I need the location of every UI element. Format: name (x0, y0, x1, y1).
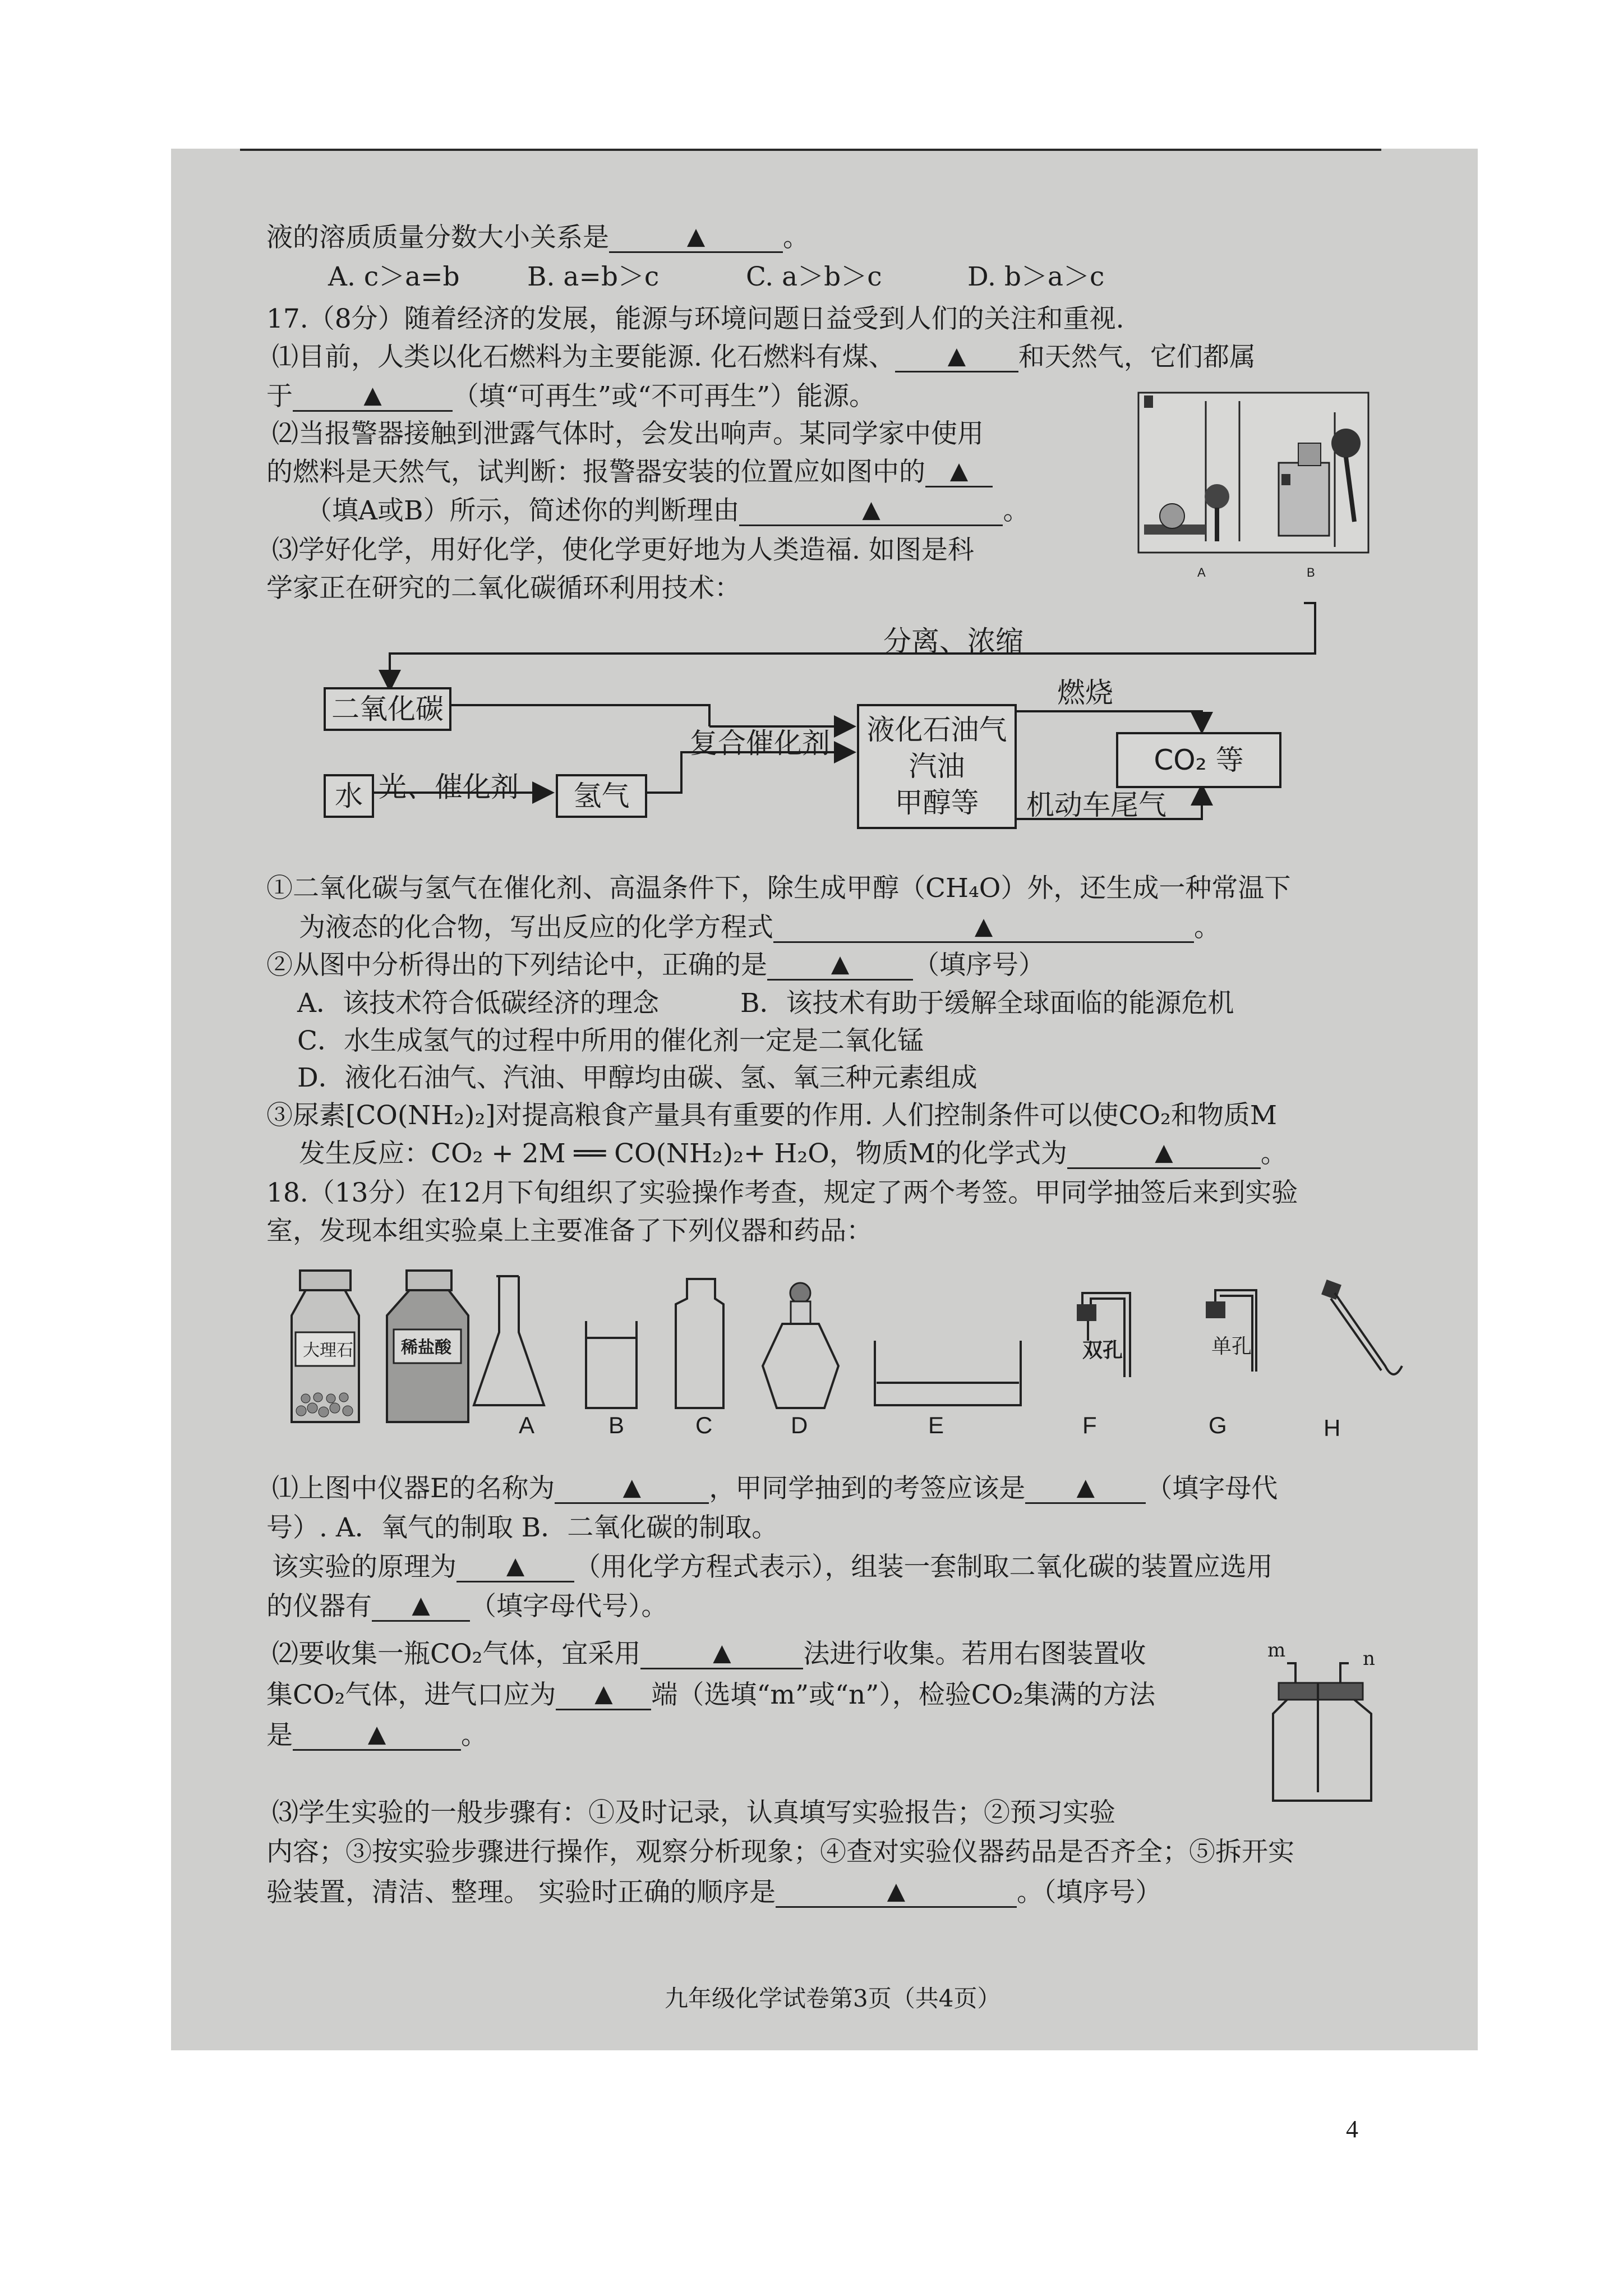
q18-blank-3[interactable] (457, 1554, 574, 1582)
box-co2: 二氧化碳 (324, 687, 451, 731)
q18-p1-line3 (272, 1554, 1273, 1582)
letter-d: D (791, 1412, 808, 1438)
blank-marker: ▲ (367, 1720, 386, 1747)
q17-s1-line1: ①二氧化碳与氢气在催化剂、高温条件下，除生成甲醇（CH₄O）外，还生成一种常温下 (266, 873, 1291, 904)
blank-marker: ▲ (974, 912, 993, 940)
q16-end: 。 (783, 222, 809, 253)
blank-marker: ▲ (412, 1591, 430, 1618)
stopper-f (1077, 1293, 1130, 1377)
q18-p1g: 的仪器有 (266, 1591, 372, 1622)
letter-h: H (1324, 1415, 1341, 1441)
q18-p2d: 端（选填“m”或“n”），检验CO₂集满的方法 (651, 1680, 1156, 1710)
q17-option-b: B．该技术有助于缓解全球面临的能源危机 (740, 988, 1234, 1019)
blank-marker: ▲ (623, 1473, 641, 1501)
product-gasoline: 汽油 (909, 750, 965, 783)
blank-marker: ▲ (949, 457, 969, 484)
flask-a (474, 1276, 544, 1405)
page-footer: 九年级化学试卷第3页（共4页） (665, 1985, 1001, 2012)
box-co2-etc: CO₂ 等 (1116, 732, 1281, 788)
q17-p2-line1: ⑵当报警器接触到泄露气体时，会发出响声。某同学家中使用 (272, 418, 984, 449)
q18-p3d: 。（填序号） (1016, 1877, 1162, 1908)
alarm-label-b: B (1307, 565, 1315, 579)
q18-p2-line3 (266, 1722, 487, 1751)
q17-s1c: 。 (1194, 912, 1220, 943)
q17-header: 17.（8分）随着经济的发展，能源与环境问题日益受到人们的关注和重视. (266, 303, 1124, 334)
q18-blank-5[interactable] (640, 1641, 803, 1669)
q18-p1-line4 (266, 1593, 668, 1622)
box-hydrogen: 氢气 (556, 774, 647, 818)
q17-s3b: 发生反应：CO₂ + 2M ══ CO(NH₂)₂+ H₂O，物质M的化学式为 (299, 1138, 1067, 1169)
gas-bottle-mn (1273, 1663, 1371, 1801)
q18-p2-line1 (272, 1641, 1146, 1669)
label-separate: 分离、浓缩 (883, 625, 1023, 657)
label-composite-catalyst: 复合催化剂 (690, 727, 830, 760)
q17-p1c: 于 (266, 381, 293, 412)
product-methanol: 甲醇等 (895, 786, 979, 819)
blank-marker: ▲ (594, 1680, 613, 1707)
letter-a: A (519, 1412, 535, 1438)
q18-header: 18.（13分）在12月下旬组织了实验操作考查，规定了两个考签。甲同学抽签后来到实验 (266, 1177, 1298, 1208)
blank-marker: ▲ (506, 1552, 525, 1579)
q17-p1a: ⑴目前，人类以化石燃料为主要能源. 化石燃料有煤、 (272, 342, 895, 372)
alarm-label-a: A (1197, 565, 1206, 579)
q18-p1f: （用化学方程式表示），组装一套制取二氧化碳的装置应选用 (574, 1552, 1273, 1582)
q17-s2b: （填序号） (913, 950, 1045, 981)
q18-p1a: ⑴上图中仪器E的名称为 (272, 1473, 555, 1504)
label-exhaust: 机动车尾气 (1026, 789, 1166, 821)
port-n: n (1363, 1648, 1375, 1670)
letter-c: C (695, 1412, 713, 1438)
q18-p1b: ，甲同学抽到的考签应该是 (709, 1473, 1026, 1504)
label-single-hole: 单孔 (1211, 1335, 1252, 1358)
blank-marker: ▲ (947, 342, 966, 369)
q16-option-a: A. c＞a=b (328, 261, 460, 292)
stopper-h (1321, 1280, 1402, 1374)
q18-p1-line1 (272, 1475, 1278, 1504)
q16-text: 液的溶质质量分数大小关系是 (266, 222, 609, 253)
label-double-hole: 双孔 (1082, 1339, 1123, 1362)
q17-p2d: 。 (1003, 495, 1030, 526)
stopper-g (1206, 1290, 1256, 1372)
q17-p2b: 的燃料是天然气，试判断：报警器安装的位置应如图中的 (266, 457, 925, 487)
label-hcl: 稀盐酸 (401, 1338, 451, 1358)
scanned-page (171, 149, 1478, 2050)
letter-e: E (928, 1412, 944, 1438)
blank-marker: ▲ (363, 381, 382, 408)
blank-marker: ▲ (713, 1639, 731, 1666)
q16-option-d: D. b＞a＞c (967, 261, 1105, 292)
q18-blank-6[interactable] (556, 1682, 651, 1710)
letter-b: B (608, 1412, 625, 1438)
q18-blank-8[interactable] (776, 1879, 1017, 1908)
q17-option-d: D．液化石油气、汽油、甲醇均由碳、氢、氧三种元素组成 (297, 1062, 978, 1093)
q17-s3c: 。 (1260, 1138, 1287, 1169)
lab-apparatus (171, 149, 1478, 1607)
q18-blank-4[interactable] (372, 1593, 470, 1622)
q18-header-2: 室，发现本组实验桌上主要准备了下列仪器和药品： (266, 1216, 873, 1246)
q17-s3-line1: ③尿素[CO(NH₂)₂]对提高粮食产量具有重要的作用. 人们控制条件可以使CO₂和物质M (266, 1100, 1277, 1131)
q18-p2b: 法进行收集。若用右图装置收 (803, 1639, 1146, 1669)
lamp-d (763, 1283, 838, 1408)
box-water: 水 (324, 774, 374, 818)
q18-p2c: 集CO₂气体，进气口应为 (266, 1680, 556, 1710)
blank-marker: ▲ (862, 495, 880, 523)
page-number: 4 (1346, 2115, 1358, 2143)
trough-e (875, 1341, 1021, 1405)
q17-p3-line2: 学家正在研究的二氧化碳循环利用技术： (266, 573, 741, 604)
q18-blank-7[interactable] (293, 1722, 461, 1751)
blank-marker: ▲ (887, 1877, 906, 1904)
product-lpg: 液化石油气 (866, 714, 1007, 746)
q18-p3-line2: 内容；③按实验步骤进行操作，观察分析现象；④查对实验仪器药品是否齐全；⑤拆开实 (266, 1837, 1294, 1867)
label-marble: 大理石 (303, 1341, 353, 1360)
q18-p2e: 是 (266, 1720, 293, 1751)
beaker-b (586, 1321, 637, 1408)
q18-blank-1[interactable] (555, 1475, 709, 1504)
q18-p1-line2: 号）. A．氧气的制取 B．二氧化碳的制取。 (266, 1512, 778, 1543)
q18-p2-line2 (266, 1682, 1155, 1710)
q17-option-a: A．该技术符合低碳经济的理念 (297, 988, 659, 1019)
q17-p3-line1: ⑶学好化学，用好化学，使化学更好地为人类造福. 如图是科 (272, 535, 974, 565)
q16-option-b: B. a=b＞c (527, 261, 660, 292)
q17-p1b: 和天然气，它们都属 (1018, 342, 1256, 372)
bottle-c (676, 1279, 723, 1408)
q18-blank-2[interactable] (1025, 1475, 1146, 1504)
q18-p1h: （填字母代号）。 (470, 1591, 668, 1622)
q17-s2a: ②从图中分析得出的下列结论中，正确的是 (266, 950, 767, 981)
q18-p2f: 。 (461, 1720, 487, 1751)
q18-p3-line3 (266, 1879, 1161, 1908)
label-burn: 燃烧 (1057, 677, 1113, 709)
q18-p2a: ⑵要收集一瓶CO₂气体，宜采用 (272, 1639, 641, 1669)
q18-p3-line1: ⑶学生实验的一般步骤有：①及时记录，认真填写实验报告；②预习实验 (272, 1797, 1115, 1828)
letter-f: F (1082, 1412, 1097, 1438)
q17-p1d: （填“可再生”或“不可再生”）能源。 (453, 381, 876, 412)
q18-p1e: 该实验的原理为 (272, 1552, 457, 1582)
letter-g: G (1209, 1412, 1227, 1438)
blank-marker: ▲ (1155, 1138, 1173, 1166)
q17-s1b: 为液态的化合物，写出反应的化学方程式 (299, 912, 773, 943)
q18-p1c: （填字母代 (1146, 1473, 1278, 1504)
blank-marker: ▲ (686, 222, 706, 250)
q17-option-c: C．水生成氢气的过程中所用的催化剂一定是二氧化锰 (297, 1025, 924, 1056)
port-m: m (1267, 1639, 1286, 1662)
q16-option-c: C. a＞b＞c (746, 261, 882, 292)
blank-marker: ▲ (1076, 1473, 1095, 1501)
label-light-catalyst: 光、催化剂 (379, 771, 519, 803)
blank-marker: ▲ (831, 950, 850, 977)
q18-p3c: 验装置，清洁、整理。 实验时正确的顺序是 (266, 1877, 776, 1908)
q17-p2c: （填A或B）所示，简述你的判断理由 (306, 495, 740, 526)
